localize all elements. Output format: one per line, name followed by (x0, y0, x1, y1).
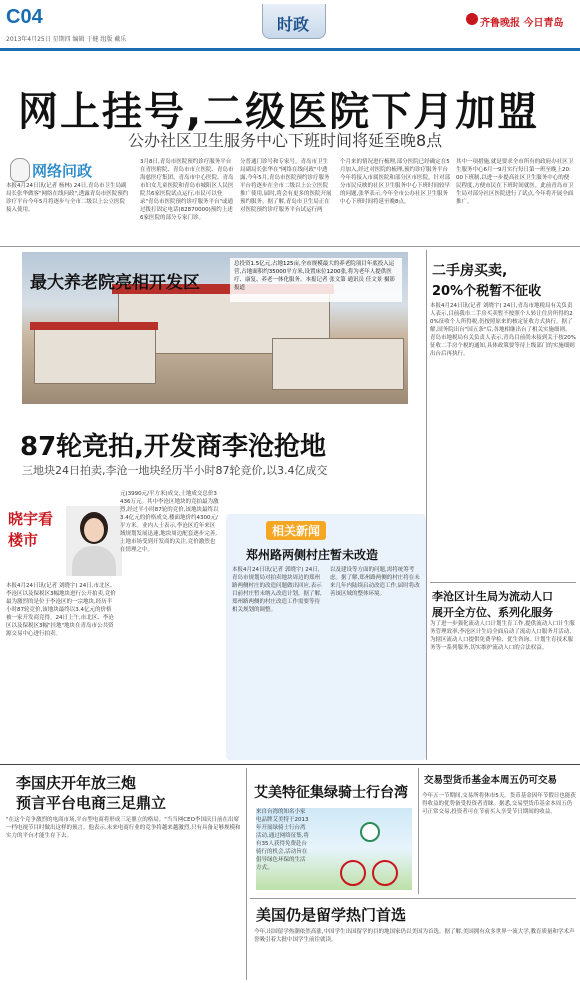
bottom-study-body: 今年,出国留学热潮依然高涨,中国学生出国留学的目的地国家仍以美国为首选。据了解,美国拥有众多世界一流大学,教育质量和学术声誉吸引着大批中国学生前往就读。 (254, 929, 575, 943)
auction-col1: 本报4月24日讯(记者 刘晓宇) 24日,市北区、李沧区以及保税区3幅地块进行公开拍卖,竞价最为激烈的是位于李沧区的一宗地块,经历半小时87轮竞价,该地块最终以3.4亿元的价格被一家开发商竞得。24日上午,市北区、李沧区以及保税区3幅"挂地"地块在青岛市公共资源交易中心进行拍卖。 (6, 583, 116, 637)
bicycle-wheel-icon (372, 860, 398, 886)
roof-image (30, 322, 158, 330)
date-line: 2013年4月25日 星期四 编辑 于健 组版 戴乐 (6, 36, 127, 43)
newspaper-logo-icon (466, 13, 478, 25)
bicycle-wheel-icon (340, 860, 366, 886)
divider (0, 246, 580, 247)
lead-col1: 本报4月24日讯(记者 杨林) 24日,青岛市卫生局副局长张华做客"网络在线问政",透露青岛市医院预约诊疗平台今年5月将逐步与全市二级以上公立医院接入使用。 (6, 183, 129, 213)
right-top-body: 本报4月24日讯(记者 刘晓宇) 24日,青岛市地税局有关负责人表示,目前我市二手房买卖暂不按照个人转让住房所得的20%征收个人所得税,仍按照原来的核定征收方式执行。据了解,国务院出台"国五条"后,各地相继出台了相关实施细则。青岛市地税局有关负责人表示,青岛目前尚未接到关于按20%征收二手房个税的通知,具体政策要等待上级部门的实施细则出台后再执行。 (430, 303, 576, 357)
related-col2: 以及建设等方面的问题,需将统筹考虑。据了解,郑州路两侧的村庄将在未来几年内陆续启动改造工作,届时将改善该区域的整体环境。 (330, 567, 420, 597)
lead-col3: 分普通门诊号和专家号。青岛市卫生局副局长张华在"网络在线问政"中透露,今年5月,青岛市医院预约诊疗服务平台将逐步在全市二级以上公立医院推广使用,届时,将会有更多的医院开展预约服务。据了解,青岛市卫生局正在对医院预约诊疗服务平台试运行两 (240, 159, 332, 213)
auction-col2: 元(3990元/平方米)成交,土地成交总价3436万元。其中李沧区地块的竞拍最为激烈,经过半小时87轮的竞价,该地块最终以3.4亿元的价格成交,楼面地价约4300元/平方米。业内人士表示,李沧区近年来区域规划发展迅速,地块周边配套逐步完善,土地市场受到开发商的关注,竞价激烈也在情理之中。 (120, 491, 219, 553)
column-logo: 网络问政 (32, 162, 93, 180)
bottom-left-body: "在这个竞争激烈的电商市场,平台型电商将形成三足鼎立的格局。"当当网CEO李国庆日前在出席一档电视节目时做出这样的预言。他表示,未来电商行业的竞争将越来越激烈,只有具备足够规模和实力的平台才能生存下去。 (6, 817, 241, 839)
related-tag: 相关新闻 (266, 521, 326, 540)
bottom-mid-body: 来自台湾的知名小家电品牌艾美特于2013年开展绿骑士行台湾活动,通过网络征集,将有35人获得免费赴台骑行的机会,活动旨在倡导绿色环保的生活方式。 (256, 809, 309, 871)
right-mid-headline: 李沧区计生局为流动人口 (432, 590, 553, 603)
building-image (34, 328, 156, 384)
auction-headline: 87轮竞拍,开发商李沧抢地 (20, 432, 327, 462)
photo-caption: 总投资1.5亿元,占地125亩,全市规模最大的养老院项目年底投入运营,占地面积约35000平方米,设置床位1200张,将为老年人提供医疗、康复、养老一体化服务。本报记者 张文第 通讯员 任文景 摄影报道 (234, 261, 395, 291)
globe-icon (360, 822, 380, 842)
related-col1: 本报4月24日讯(记者 郭晓宇) 24日,青岛市规划局对拍卖地块周边的郑州路两侧村庄的改造问题做出回应,表示目前村庄暂未纳入改造计划。据了解,郑州路两侧的村庄改造工作需要等待相关规划的调整。 (232, 567, 322, 613)
lead-headline: 网上挂号,二级医院下月加盟 (18, 89, 540, 135)
right-top-headline-2: 20%个税暂不征收 (432, 284, 542, 299)
divider (430, 582, 576, 583)
lead-col2: 3月8日,青岛市医院预约诊疗服务平台在青医附院、青岛市市立医院、青岛市海慈医疗集团、青岛市中心医院、青岛市妇女儿童医院和青岛市城阳区人民医院共6家医院试点运行,市民可以登录"青岛市医院预约诊疗服务平台"或通过拨打固定电话(82870000)预约上述6家医院的部分专家门诊。 (140, 159, 234, 221)
right-mid-body: 为了进一步强化流动人口计划生育工作,提供流动人口计生服务管理效率,李沧区计生局全面启动了流动人口服务月活动,为辖区流动人口提供免费孕检、优生咨询、计划生育技术服务等一系列服务,切实维护流动人口的合法权益。 (430, 621, 575, 651)
bottom-mid-headline: 艾美特征集绿骑士行台湾 (254, 785, 408, 801)
divider (250, 898, 576, 899)
section-label: 时政 (276, 15, 309, 34)
photo-title: 最大养老院亮相开发区 (30, 273, 200, 293)
bottom-left-headline-2: 预言平台电商三足鼎立 (16, 794, 167, 812)
bottom-right-headline: 交易型货币基金本周五仍可交易 (424, 775, 558, 786)
column-divider (426, 250, 427, 760)
column-divider (246, 768, 247, 980)
columnist-face (84, 518, 104, 542)
lead-col5: 其中一项措施,就是要求全市所有的政府办社区卫生服务中心6月一9月实行每日第一班至晚上20:00下班制,以进一步提高社区卫生服务中心的便民程度,方便市民在下班时间就医。此前青岛市卫生局对部分社区医院进行了试点,今年将开展全面推广。 (456, 159, 574, 205)
mouse-icon (10, 158, 30, 182)
auction-subheadline: 三地块24日拍卖,李沧一地块经历半小时87轮竞价,以3.4亿成交 (22, 464, 328, 477)
bottom-study-headline: 美国仍是留学热门首选 (256, 906, 407, 924)
lead-col4: 个月来的情况进行梳理,部分医院已经确定在5月加入,经过对医院的梳理,预约诊疗服务平台今年将接入市属医院和部分区市医院。针对部分市民反映的社区卫生服务中心下班时间较早的问题,张华表示,今年全市公办社区卫生服务中心下班时间将延至晚8点。 (340, 159, 450, 205)
right-mid-headline-2: 展开全方位、系列化服务 (432, 606, 553, 619)
lead-subheadline: 公办社区卫生服务中心下班时间将延至晚8点 (128, 131, 443, 150)
bottom-left-headline: 李国庆开年放三炮 (16, 774, 137, 792)
newspaper-brand: 齐鲁晚报 今日青岛 (480, 18, 564, 29)
header-rule (0, 48, 580, 51)
right-top-headline: 二手房买卖, (432, 263, 508, 279)
building-image (272, 338, 404, 390)
columnist-body (72, 546, 116, 576)
column-tag: 晓宇看楼市 (8, 510, 54, 549)
column-divider (418, 768, 419, 894)
bottom-right-body: 今年五一节期间,交易所将休市5天。货币基金因年节假日也能获得收益的优势备受投资者青睐。据悉,交易型货币基金本周五仍可正常交易,投资者可在节前买入享受节日期间的收益。 (422, 793, 576, 815)
divider (0, 764, 580, 765)
page-number: C04 (6, 6, 43, 28)
related-headline: 郑州路两侧村庄暂未改造 (246, 548, 379, 562)
